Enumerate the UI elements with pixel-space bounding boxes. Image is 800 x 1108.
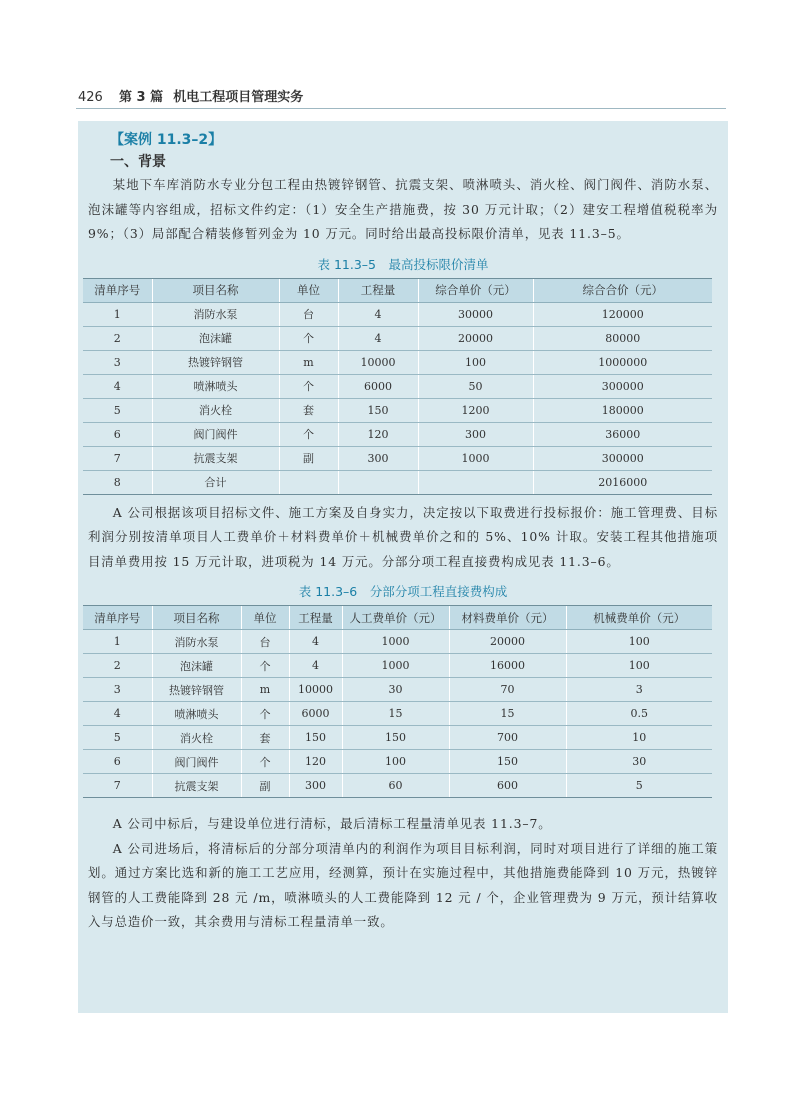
table-cell: 1000 [342, 654, 449, 678]
table-cell: 个 [241, 654, 289, 678]
table-row [83, 350, 712, 374]
table-row [83, 302, 712, 326]
table-cell: 6000 [338, 374, 418, 398]
table-11-3-5-caption: 表 11.3–5 最高投标限价清单 [317, 256, 489, 272]
table-cell: 100 [342, 750, 449, 774]
table-cell: 60 [342, 774, 449, 798]
table-cell: 副 [241, 774, 289, 798]
table-cell: 5 [83, 726, 152, 750]
table-cell: 3 [83, 678, 152, 702]
table-row [83, 702, 712, 726]
table-cell: 热镀锌钢管 [152, 350, 279, 374]
table-cell: 50 [418, 374, 533, 398]
table-cell: 个 [241, 702, 289, 726]
background-paragraph: 某地下车库消防水专业分包工程由热镀锌钢管、抗震支架、喷淋喷头、消火栓、阀门阀件、消防水泵、泡沫罐等内容组成，招标文件约定：（1）安全生产措施费，按 30 万元计取；（2）建安工程增值税税率为 9%；（3）局部配合精装修暂列金为 10 万元。同时给出最高投标限价清单，见表 11.3–5。 [88, 177, 718, 241]
table-cell [279, 470, 338, 494]
col-header: 人工费单价（元） [342, 606, 449, 630]
table-row [83, 446, 712, 470]
table-cell: 个 [279, 326, 338, 350]
table-cell: 10000 [338, 350, 418, 374]
table-cell: 700 [449, 726, 566, 750]
table-row [83, 630, 712, 654]
table-cell: 36000 [533, 422, 712, 446]
table-cell: 5 [83, 398, 152, 422]
table-header-row [83, 278, 712, 302]
direct-cost-table [83, 605, 712, 798]
table-cell: 10000 [289, 678, 342, 702]
table-cell: 热镀锌钢管 [152, 678, 241, 702]
table-cell: 150 [338, 398, 418, 422]
table-cell: 300000 [533, 374, 712, 398]
table-cell: 15 [449, 702, 566, 726]
table-cell: 0.5 [566, 702, 712, 726]
table-cell: 3 [83, 350, 152, 374]
table-cell: 消防水泵 [152, 630, 241, 654]
part-title: 机电工程项目管理实务 [173, 90, 304, 105]
table-cell: 8 [83, 470, 152, 494]
section-title: 一、背景 [110, 154, 166, 170]
col-header: 清单序号 [83, 606, 152, 630]
table-cell: m [279, 350, 338, 374]
table-cell: 2 [83, 326, 152, 350]
table-cell: 1200 [418, 398, 533, 422]
planning-paragraph: A 公司进场后，将清标后的分部分项清单内的利润作为项目目标利润，同时对项目进行了详细的施工策划。通过方案比选和新的施工工艺应用，经测算，预计在实施过程中，其他措施费能降到 10 万元，热镀锌钢管的人工费能降到 28 元 /m，喷淋喷头的人工费能降到 12 元 / 个，企业管理费为 9 万元，预计结算收入与总造价一致，其余费用与清标工程量清单一致。 [88, 840, 718, 929]
case-title: 【案例 11.3–2】 [110, 132, 223, 148]
table-cell: 4 [83, 702, 152, 726]
table-cell: 300 [338, 446, 418, 470]
table-cell: 消火栓 [152, 726, 241, 750]
table-cell: 抗震支架 [152, 774, 241, 798]
table-cell: 30 [342, 678, 449, 702]
col-header: 项目名称 [152, 606, 241, 630]
table-row [83, 774, 712, 798]
table-cell: 600 [449, 774, 566, 798]
col-header: 材料费单价（元） [449, 606, 566, 630]
col-header: 工程量 [289, 606, 342, 630]
table-cell: 4 [289, 654, 342, 678]
table-cell: 20000 [449, 630, 566, 654]
table-cell: 4 [83, 374, 152, 398]
table-cell [338, 470, 418, 494]
table-cell: 30000 [418, 302, 533, 326]
table-cell: 喷淋喷头 [152, 374, 279, 398]
col-header: 综合单价（元） [418, 278, 533, 302]
table-cell: 120000 [533, 302, 712, 326]
case-content-panel [78, 121, 728, 1013]
col-header: 综合合价（元） [533, 278, 712, 302]
table-row [83, 398, 712, 422]
table-cell: 4 [338, 326, 418, 350]
table-row [83, 654, 712, 678]
table-cell: 70 [449, 678, 566, 702]
table-cell: 喷淋喷头 [152, 702, 241, 726]
table-cell: 1000 [342, 630, 449, 654]
table-cell: 泡沫罐 [152, 326, 279, 350]
table-cell: 120 [289, 750, 342, 774]
table-cell: 台 [279, 302, 338, 326]
table-cell: 300 [289, 774, 342, 798]
table-cell: 150 [449, 750, 566, 774]
table-cell: 6000 [289, 702, 342, 726]
table-cell: 4 [338, 302, 418, 326]
table-cell: 180000 [533, 398, 712, 422]
table-cell: 1 [83, 302, 152, 326]
table-cell: 150 [342, 726, 449, 750]
table-cell: 100 [566, 654, 712, 678]
table-cell: 5 [566, 774, 712, 798]
col-header: 单位 [241, 606, 289, 630]
table-cell: 2 [83, 654, 152, 678]
table-row [83, 726, 712, 750]
total-amount: 2016000 [533, 470, 712, 494]
table-row [83, 374, 712, 398]
table-cell: 100 [566, 630, 712, 654]
table-cell: 1000 [418, 446, 533, 470]
col-header: 项目名称 [152, 278, 279, 302]
table-row [83, 750, 712, 774]
bid-pricing-paragraph: A 公司根据该项目招标文件、施工方案及自身实力，决定按以下取费进行投标报价：施工管理费、目标利润分别按清单项目人工费单价＋材料费单价＋机械费单价之和的 5%、10% 计取。安装工程其他措施项目清单费用按 15 万元计取，进项税为 14 万元。分部分项工程直接费构成见表 11.3–6。 [88, 504, 718, 569]
table-cell: 台 [241, 630, 289, 654]
table-total-row [83, 470, 712, 494]
table-cell: 150 [289, 726, 342, 750]
col-header: 机械费单价（元） [566, 606, 712, 630]
table-cell: 120 [338, 422, 418, 446]
table-cell: 套 [279, 398, 338, 422]
table-cell: 副 [279, 446, 338, 470]
table-cell: 4 [289, 630, 342, 654]
table-cell: 7 [83, 774, 152, 798]
table-cell: 10 [566, 726, 712, 750]
page-header [78, 86, 718, 105]
table-11-3-6-caption: 表 11.3–6 分部分项工程直接费构成 [298, 584, 508, 599]
col-header: 单位 [279, 278, 338, 302]
table-cell [418, 470, 533, 494]
table-row [83, 678, 712, 702]
table-row [83, 326, 712, 350]
table-cell: 100 [418, 350, 533, 374]
table-cell: 15 [342, 702, 449, 726]
table-cell: 300 [418, 422, 533, 446]
table-cell: 消防水泵 [152, 302, 279, 326]
table-cell: 泡沫罐 [152, 654, 241, 678]
table-cell: 30 [566, 750, 712, 774]
table-cell: 20000 [418, 326, 533, 350]
table-row [83, 422, 712, 446]
page-number: 426 [78, 90, 103, 105]
table-cell: 1000000 [533, 350, 712, 374]
table-cell: 套 [241, 726, 289, 750]
total-label: 合计 [152, 470, 279, 494]
table-cell: 消火栓 [152, 398, 279, 422]
table-cell: 7 [83, 446, 152, 470]
post-award-paragraph: A 公司中标后，与建设单位进行清标，最后清标工程量清单见表 11.3–7。 [112, 816, 552, 831]
max-bid-price-table [83, 278, 712, 495]
header-rule [76, 108, 726, 109]
table-cell: 抗震支架 [152, 446, 279, 470]
table-cell: 16000 [449, 654, 566, 678]
table-cell: 300000 [533, 446, 712, 470]
table-cell: 个 [279, 374, 338, 398]
col-header: 清单序号 [83, 278, 152, 302]
table-cell: 80000 [533, 326, 712, 350]
table-cell: m [241, 678, 289, 702]
table-header-row [83, 606, 712, 630]
col-header: 工程量 [338, 278, 418, 302]
part-label: 第 3 篇 [118, 90, 164, 105]
table-cell: 阀门阀件 [152, 422, 279, 446]
table-cell: 3 [566, 678, 712, 702]
table-cell: 个 [279, 422, 338, 446]
table-cell: 6 [83, 750, 152, 774]
table-cell: 1 [83, 630, 152, 654]
table-cell: 阀门阀件 [152, 750, 241, 774]
table-cell: 6 [83, 422, 152, 446]
table-cell: 个 [241, 750, 289, 774]
